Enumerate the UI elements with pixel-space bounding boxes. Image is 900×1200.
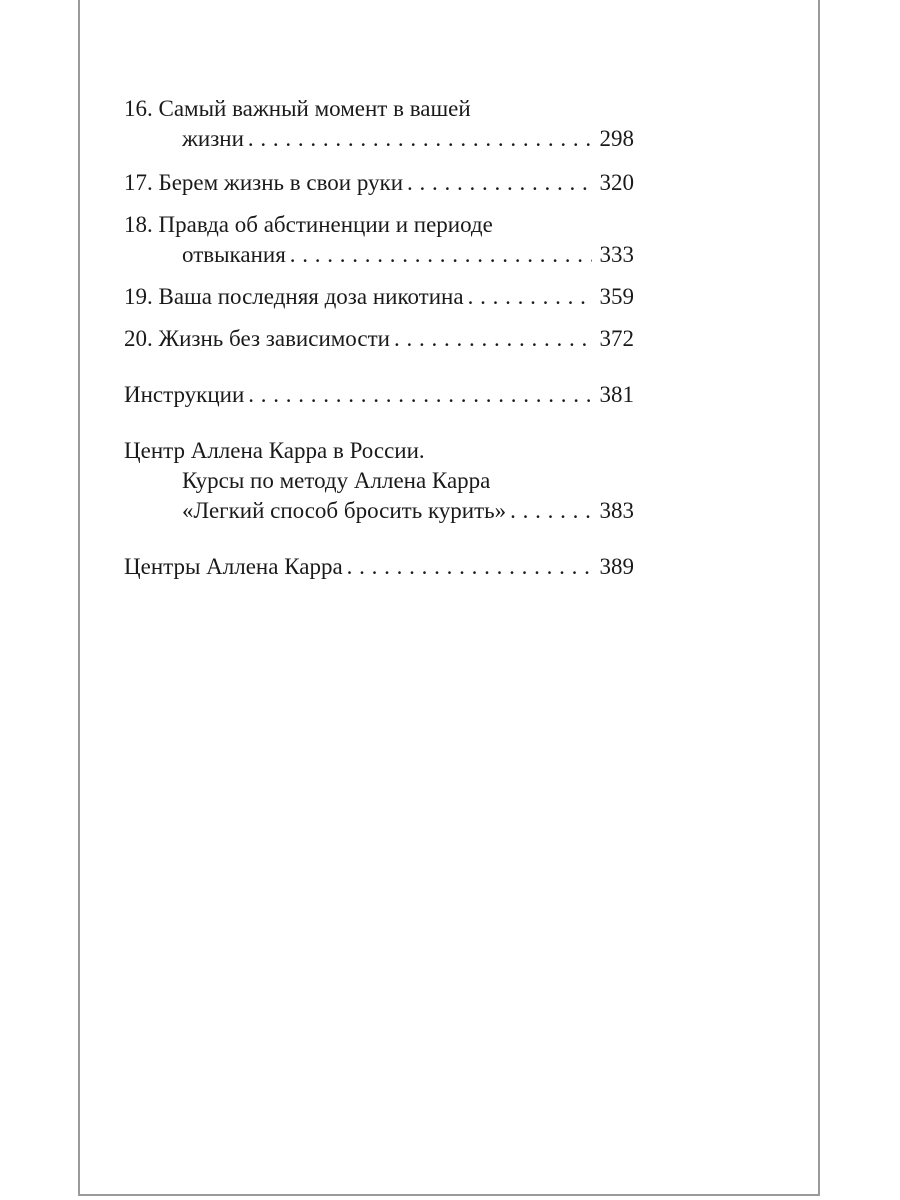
toc-entry-last-line <box>124 168 634 198</box>
toc-page-number: 381 <box>599 382 634 407</box>
toc-entry-last-line <box>124 380 634 410</box>
toc-page-number: 359 <box>599 284 634 309</box>
toc-entry-title-continued: Курсы по методу Аллена Карра <box>182 468 491 493</box>
toc-entry-title: 16. Самый важный момент в вашей <box>124 96 471 121</box>
dot-leader <box>510 496 591 526</box>
toc-entry-last-line <box>124 240 634 270</box>
toc-entry-18 <box>124 210 634 270</box>
toc-entry-20 <box>124 324 634 354</box>
dot-leader <box>290 240 592 270</box>
toc-entry-centers <box>124 552 634 582</box>
dot-leader <box>394 324 592 354</box>
toc-entry-instructions <box>124 380 634 410</box>
table-of-contents <box>124 94 634 582</box>
toc-page-number: 372 <box>599 326 634 351</box>
toc-entry-title: Инструкции <box>124 382 245 407</box>
toc-entry-title: Центры Аллена Карра <box>124 554 343 579</box>
toc-entry-title-line <box>124 94 634 124</box>
toc-entry-title-continued: отвыкания <box>182 242 286 267</box>
toc-entry-16 <box>124 94 634 154</box>
toc-entry-last-line <box>124 324 634 354</box>
toc-entry-center-russia <box>124 436 634 526</box>
toc-entry-title-line <box>124 466 634 496</box>
dot-leader <box>468 282 592 312</box>
toc-entry-last-line <box>124 124 634 154</box>
toc-entry-title: 20. Жизнь без зависимости <box>124 326 390 351</box>
toc-entry-19 <box>124 282 634 312</box>
toc-entry-title: 19. Ваша последняя доза никотина <box>124 284 464 309</box>
toc-entry-last-line <box>124 496 634 526</box>
toc-entry-title: 18. Правда об абстиненции и периоде <box>124 212 493 237</box>
dot-leader <box>248 380 591 410</box>
toc-entry-last-line <box>124 552 634 582</box>
dot-leader <box>407 168 591 198</box>
dot-leader <box>248 124 592 154</box>
toc-page-number: 320 <box>599 170 634 195</box>
toc-entry-last-line <box>124 282 634 312</box>
toc-page-number: 389 <box>599 554 634 579</box>
dot-leader <box>347 552 592 582</box>
toc-entry-title-line <box>124 436 634 466</box>
toc-entry-title-continued: «Легкий способ бросить курить» <box>182 498 507 523</box>
toc-entry-17 <box>124 168 634 198</box>
toc-entry-title: Центр Аллена Карра в России. <box>124 438 425 463</box>
toc-page-number: 298 <box>599 126 634 151</box>
toc-entry-title: 17. Берем жизнь в свои руки <box>124 170 404 195</box>
toc-page-number: 383 <box>599 498 634 523</box>
toc-entry-title-line <box>124 210 634 240</box>
toc-page-number: 333 <box>599 242 634 267</box>
toc-entry-title-continued: жизни <box>182 126 244 151</box>
